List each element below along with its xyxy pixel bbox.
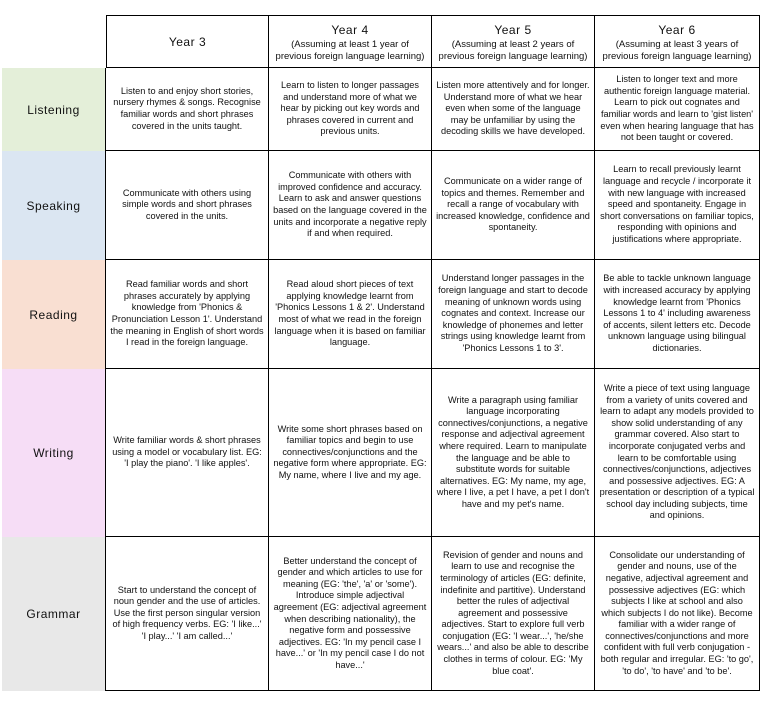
- table-cell-writing-year-5: Write a paragraph using familiar language incorporating connectives/conjunctions, a negative response and adjectival agreement where required. Learn to manipulate the language and be able to substitute words for suitable alternatives. EG: My name, my age, where I live, a pet I have, a pet I don't have and my pet's name.: [432, 369, 595, 537]
- column-subtitle: (Assuming at least 1 year of previous foreign language learning): [275, 39, 425, 62]
- table-cell-listening-year-5: Listen more attentively and for longer. Understand more of what we hear even when some of the language may be unfamiliar by using the decoding skills we have developed.: [432, 68, 595, 151]
- column-header-year-6: [595, 15, 760, 68]
- table-cell-grammar-year-4: Better understand the concept of gender and which articles to use for meaning (EG: 'the', 'a' or 'some'). Introduce simple adjectival agreement (EG: adjectival agreement when describing nationality), the negative form and possessive adjectives. EG: 'In my pencil case I have...' or 'In my pencil case I do not have...': [269, 537, 432, 691]
- row-label-speaking: Speaking: [2, 151, 106, 260]
- table-cell-reading-year-6: Be able to tackle unknown language with increased accuracy by applying knowledge learnt from 'Phonics Lessons 1 to 4' including awareness of accents, silent letters etc. Decode unknown language using bilingual dictionaries.: [595, 260, 760, 369]
- column-title: Year 4: [331, 23, 369, 37]
- table-cell-listening-year-3: Listen to and enjoy short stories, nursery rhymes & songs. Recognise familiar words and short phrases covered in the units taught.: [106, 68, 269, 151]
- table-cell-writing-year-6: Write a piece of text using language from a variety of units covered and learn to adapt any models provided to show solid understanding of any grammar covered. Also start to incorporate conjugated verbs and learn to be comfortable using connectives/conjunctions, adjectives and possessive adjectives. EG: A presentation or description of a typical school day including subjects, time and opinions.: [595, 369, 760, 537]
- column-title: Year 6: [658, 23, 696, 37]
- table-cell-grammar-year-3: Start to understand the concept of noun gender and the use of articles. Use the first person singular version of high frequency verbs. EG: 'I like...' 'I play...' 'I am called...': [106, 537, 269, 691]
- column-header-year-3: [106, 15, 269, 68]
- table-cell-speaking-year-6: Learn to recall previously learnt language and recycle / incorporate it with new language with increased speed and spontaneity. Engage in short conversations on familiar topics, responding with opinions and justifications where appropriate.: [595, 151, 760, 260]
- row-label-reading: Reading: [2, 260, 106, 369]
- row-label-grammar: Grammar: [2, 537, 106, 691]
- table-cell-speaking-year-5: Communicate on a wider range of topics and themes. Remember and recall a range of vocabulary with increased knowledge, confidence and spontaneity.: [432, 151, 595, 260]
- column-title: Year 5: [494, 23, 532, 37]
- table-cell-reading-year-5: Understand longer passages in the foreign language and start to decode meaning of unknown words using cognates and context. Increase our knowledge of phonemes and letter strings using knowledge learnt from 'Phonics Lessons 1 to 3'.: [432, 260, 595, 369]
- table-cell-writing-year-4: Write some short phrases based on familiar topics and begin to use connectives/conjunctions and the negative form where appropriate. EG: My name, where I live and my age.: [269, 369, 432, 537]
- table-cell-reading-year-4: Read aloud short pieces of text applying knowledge learnt from 'Phonics Lessons 1 & 2'. Understand most of what we read in the foreign language when it is based on familiar language.: [269, 260, 432, 369]
- row-label-writing: Writing: [2, 369, 106, 537]
- table-cell-writing-year-3: Write familiar words & short phrases using a model or vocabulary list. EG: 'I play the piano'. 'I like apples'.: [106, 369, 269, 537]
- table-cell-speaking-year-3: Communicate with others using simple words and short phrases covered in the units.: [106, 151, 269, 260]
- table-cell-reading-year-3: Read familiar words and short phrases accurately by applying knowledge from 'Phonics & Pronunciation Lesson 1'. Understand the meaning in English of short words I read in the foreign language.: [106, 260, 269, 369]
- column-title: Year 3: [168, 34, 207, 49]
- table-cell-listening-year-6: Listen to longer text and more authentic foreign language material. Learn to pick out cognates and familiar words and learn to 'gist listen' even when hearing language that has not been taught or covered.: [595, 68, 760, 151]
- row-label-listening: Listening: [2, 68, 106, 151]
- column-header-year-4: [269, 15, 432, 68]
- column-header-year-5: [432, 15, 595, 68]
- table-cell-speaking-year-4: Communicate with others with improved confidence and accuracy. Learn to ask and answer questions based on the language covered in the units and incorporate a negative reply if and when required.: [269, 151, 432, 260]
- table-cell-grammar-year-6: Consolidate our understanding of gender and nouns, use of the negative, adjectival agreement and possessive adjectives (EG: which subjects I like at school and also which subjects I do not like). Become familiar with a wider range of connectives/conjunctions and more confident with full verb conjugation - both regular and irregular. EG: 'to go', 'to do', 'to have' and 'to be'.: [595, 537, 760, 691]
- column-subtitle: (Assuming at least 3 years of previous foreign language learning): [602, 39, 752, 62]
- column-subtitle: (Assuming at least 2 years of previous foreign language learning): [438, 39, 588, 62]
- table-cell-listening-year-4: Learn to listen to longer passages and understand more of what we hear by picking out key words and phrases covered in current and previous units.: [269, 68, 432, 151]
- table-cell-grammar-year-5: Revision of gender and nouns and learn to use and recognise the terminology of articles (EG: definite, indefinite and partitive). Understand better the rules of adjectival agreement and possessive adjectives. Start to explore full verb conjugation (EG: 'I wear...', 'he/she wears...' and also be able to describe clothes in terms of colour. EG: 'My blue coat'.: [432, 537, 595, 691]
